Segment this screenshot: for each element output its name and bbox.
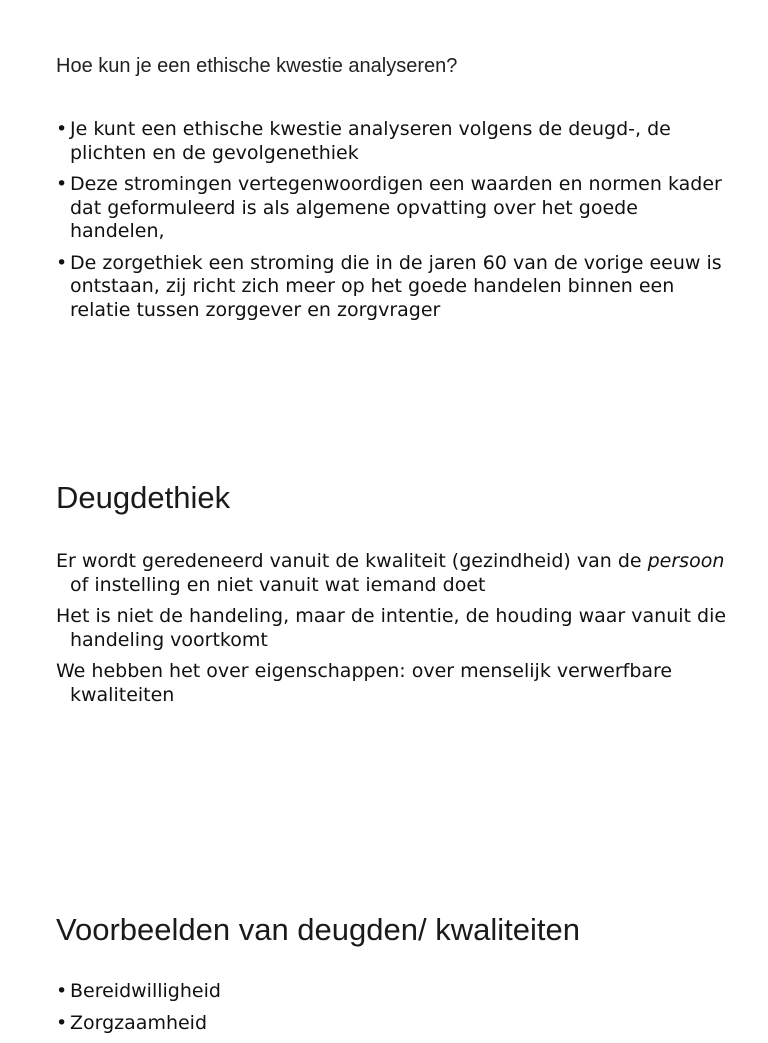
paragraph-list [56, 550, 728, 707]
slide-title: Deugdethiek [56, 480, 231, 515]
list-item [56, 118, 728, 165]
list-item-text: Bereidwilligheid [70, 980, 221, 1002]
paragraph: Het is niet de handeling, maar de intentie, de houding waar vanuit die handeling voortkomt [56, 605, 727, 651]
list-item [56, 980, 728, 1004]
paragraph [56, 550, 728, 597]
list-item [56, 1012, 728, 1036]
list-item-text: De zorgethiek een stroming die in de jaren 60 van de vorige eeuw is ontstaan, zij richt zich meer op het goede handelen binnen een relatie tussen zorggever en zorgvrager [70, 251, 722, 321]
emphasis-text: persoon [647, 550, 725, 572]
bullet-icon: • [56, 173, 68, 195]
bullet-icon: • [56, 118, 68, 140]
bullet-icon: • [56, 980, 68, 1002]
slide-title: Hoe kun je een ethische kwestie analyseren? [56, 55, 458, 77]
bullet-icon: • [56, 1011, 68, 1034]
bullet-list [56, 118, 728, 322]
paragraph: We hebben het over eigenschappen: over menselijk verwerfbare kwaliteiten [56, 660, 673, 706]
list-item [56, 252, 728, 323]
list-item-text: Zorgzaamheid [70, 1011, 208, 1034]
list-item-text: Je kunt een ethische kwestie analyseren volgens de deugd-, de plichten en de gevolgenethiek [70, 118, 671, 164]
slide-title: Voorbeelden van deugden/ kwaliteiten [56, 912, 580, 947]
list-item-text: Deze stromingen vertegenwoordigen een waarden en normen kader dat geformuleerd is als algemene opvatting over het goede handelen, [70, 173, 722, 242]
paragraph-text: of instelling en niet vanuit wat iemand doet [70, 573, 486, 596]
list-item [56, 173, 728, 244]
bullet-list [56, 980, 728, 1035]
slide-analyse [56, 52, 728, 330]
paragraph-text: Er wordt geredeneerd vanuit de kwaliteit (gezindheid) van de [56, 550, 648, 572]
slide-voorbeelden [56, 910, 728, 1043]
bullet-icon: • [56, 251, 68, 274]
slide-deugdethiek [56, 478, 728, 715]
